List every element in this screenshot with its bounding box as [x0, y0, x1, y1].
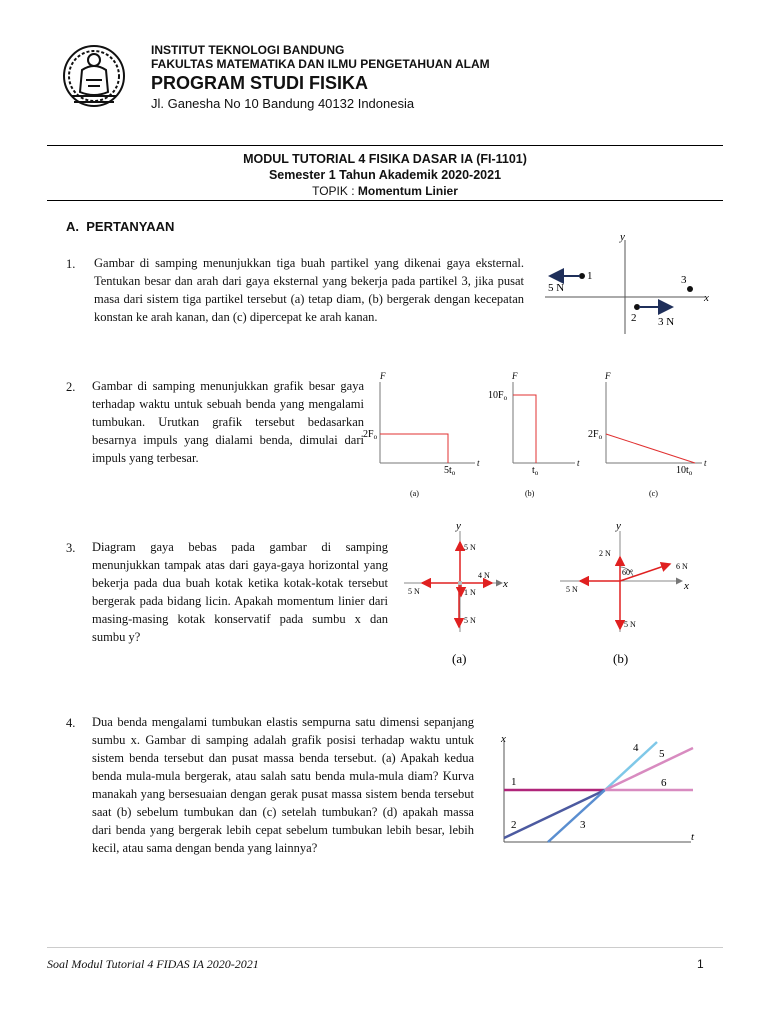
graph-c-caption: (c)	[649, 489, 658, 498]
section-label: A.	[66, 219, 79, 234]
graph-c-time: $10t_o$	[676, 465, 693, 477]
diagram-b-force-left-label: 5 N	[566, 585, 578, 594]
graph-b-time: $t_o$	[532, 465, 539, 477]
graph-c-value: $2F_o$	[588, 429, 603, 441]
faculty-name: FAKULTAS MATEMATIKA DAN ILMU PENGETAHUAN ALAM	[151, 57, 490, 71]
diagram-a-force-down-5-label: 5 N	[464, 616, 476, 625]
graph-b	[488, 371, 580, 498]
graph-a-value: $2F_o$	[363, 429, 378, 441]
graph-b-f-label: F	[512, 371, 518, 381]
graph-a-curve	[380, 434, 448, 463]
question-2-number: 2.	[66, 380, 76, 394]
topic-label: TOPIK :	[312, 184, 355, 198]
curve-2-label: 2	[511, 819, 517, 831]
topic-line	[47, 184, 723, 198]
diagram-b-force-down-label: 5 N	[624, 620, 636, 629]
address: Jl. Ganesha No 10 Bandung 40132 Indonesia	[151, 96, 415, 111]
diagram-a-force-left-label: 5 N	[408, 587, 420, 596]
footer-text: Soal Modul Tutorial 4 FIDAS IA 2020-2021	[47, 957, 259, 971]
graph-c-curve	[606, 434, 695, 463]
diagram-b	[560, 520, 689, 666]
graph-b-value: $10F_o$	[488, 390, 508, 402]
particle-2-label: 2	[631, 312, 637, 324]
x-axis-label: x	[501, 733, 506, 745]
question-4-number: 4.	[66, 716, 76, 730]
figure-1-particles	[540, 228, 720, 338]
curve-2	[504, 790, 605, 838]
y-axis-label: y	[620, 231, 625, 243]
graph-c	[588, 371, 707, 498]
diagram-b-caption: (b)	[613, 651, 629, 666]
diagram-a	[404, 520, 508, 666]
curve-6-label: 6	[661, 777, 667, 789]
section-heading	[66, 219, 174, 234]
diagram-a-force-up-label: 5 N	[464, 543, 476, 552]
graph-a-f-label: F	[380, 371, 386, 381]
force-2-label: 3 N	[658, 316, 675, 328]
diagram-a-x-label: x	[503, 578, 508, 590]
curve-5	[605, 748, 693, 790]
section-title: PERTANYAAN	[86, 219, 175, 234]
institution-name: INSTITUT TEKNOLOGI BANDUNG	[151, 43, 345, 57]
curve-3	[548, 790, 605, 842]
force-1-label: 5 N	[548, 282, 565, 294]
figure-3-free-body	[400, 517, 720, 672]
curve-4-label: 4	[633, 742, 639, 754]
question-4-text: Dua benda mengalami tumbukan elastis sempurna satu dimensi sepanjang sumbu x. Gambar di samping adalah grafik posisi terhadap waktu untuk sistem benda tersebut dan pusat massa benda tersebut. (a) Apakah kedua benda mula-mula bergerak, atau salah satu benda mula-mula diam? Kurva manakah yang bersesuaian dengan gerak pusat massa sistem benda tersebut saat (b) sebelum tumbukan dan (c) setelah tumbukan? (d) apakah massa dari benda yang bergerak lebih cepat sebelum tumbukan lebih besar, lebih kecil, atau sama dengan benda yang lainnya?	[92, 715, 474, 855]
question-1-text: Gambar di samping menunjukkan tiga buah partikel yang dikenai gaya eksternal. Tentukan besar dan arah dari gaya eksternal yang bekerja pada partikel 3, jika pusat masa dari sistem tiga partikel tersebut (a) tetap diam, (b) bergerak dengan kecepatan konstan ke arah kanan, dan (c) dipercepat ke arah kanan.	[94, 256, 524, 324]
question-1-number: 1.	[66, 257, 76, 271]
graph-b-curve	[513, 395, 536, 463]
figure-4-position-time	[495, 728, 705, 853]
curve-1-label: 1	[511, 776, 517, 788]
particle-1-label: 1	[587, 270, 593, 282]
t-axis-label: t	[691, 831, 695, 843]
graph-b-t-label: t	[577, 458, 580, 468]
diagram-b-force-up-label: 2 N	[599, 549, 611, 558]
graph-b-caption: (b)	[525, 489, 535, 498]
topic: Momentum Linier	[357, 184, 458, 198]
curve-5-label: 5	[659, 748, 665, 760]
graph-c-t-label: t	[704, 458, 707, 468]
curve-3-label: 3	[580, 819, 586, 831]
diagram-b-force-diagonal-label: 6 N	[676, 562, 688, 571]
diagram-a-caption: (a)	[452, 651, 467, 666]
graph-a-t-label: t	[477, 458, 480, 468]
diagram-b-angle-label: 60°	[622, 568, 634, 577]
graph-c-f-label: F	[605, 371, 611, 381]
diagram-a-y-label: y	[456, 520, 461, 532]
question-2-text: Gambar di samping menunjukkan grafik besar gaya terhadap waktu untuk sebuah benda yang mengalami tumbukan. Urutkan grafik tersebut bedasarkan besarnya impuls yang dialami benda, dimulai dari impuls yang terbesar.	[92, 379, 364, 465]
graph-a	[363, 371, 480, 498]
question-3-text: Diagram gaya bebas pada gambar di samping menunjukkan tampak atas dari gaya-gaya horizontal yang bekerja pada dua buah kotak ketika kotak-kotak tersebut bergerak pada bidang licin. Apakah momentum linier dari masing-masing kotak konservatif pada sumbu x dan sumbu y?	[92, 540, 388, 644]
diagram-a-box	[458, 581, 462, 585]
diagram-a-force-right-label: 4 N	[478, 571, 490, 580]
particle-3	[687, 286, 693, 292]
question-3-number: 3.	[66, 541, 76, 555]
semester: Semester 1 Tahun Akademik 2020-2021	[268, 168, 502, 182]
figure-2-force-graphs	[360, 368, 720, 503]
page-number: 1	[697, 957, 704, 971]
itb-logo	[52, 40, 136, 112]
curve-4	[605, 742, 657, 790]
x-axis-label: x	[704, 292, 709, 304]
diagram-b-x-label: x	[684, 580, 689, 592]
particle-3-label: 3	[681, 274, 687, 286]
graph-a-time: $5t_o$	[444, 465, 456, 477]
module-title: MODUL TUTORIAL 4 FISIKA DASAR IA (FI-1101)	[243, 152, 527, 166]
header-rule-top	[47, 145, 723, 146]
diagram-a-force-down-1-label: 1 N	[464, 588, 476, 597]
header-rule-bottom	[47, 200, 723, 201]
graph-a-caption: (a)	[410, 489, 419, 498]
footer-rule	[47, 947, 723, 948]
diagram-b-y-label: y	[616, 520, 621, 532]
program-name: PROGRAM STUDI FISIKA	[151, 73, 369, 93]
